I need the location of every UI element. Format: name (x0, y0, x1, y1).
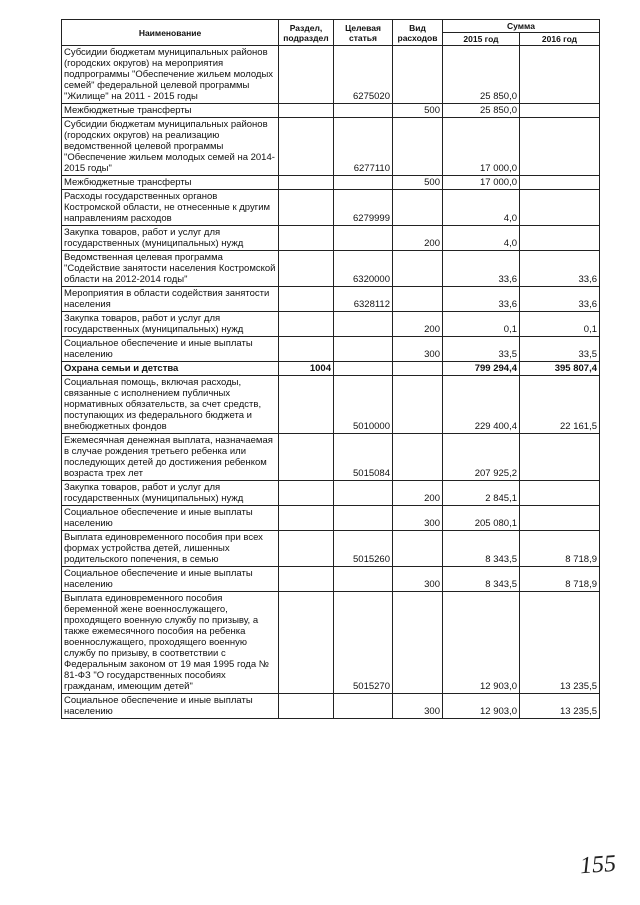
cell-target: 6279999 (334, 190, 393, 226)
cell-name: Субсидии бюджетам муниципальных районов (городских округов) на мероприятия подпрограммы "Обеспечение жильем молодых семей" федеральной целевой программы "Жилище" на 2011 - 2015 годы (62, 46, 279, 104)
cell-amount-2016 (520, 46, 600, 104)
cell-section (279, 694, 334, 719)
cell-kind: 300 (393, 506, 443, 531)
cell-amount-2016 (520, 434, 600, 481)
table-row (62, 118, 600, 176)
cell-amount-2016 (520, 481, 600, 506)
table-row (62, 312, 600, 337)
cell-name: Социальное обеспечение и иные выплаты населению (62, 694, 279, 719)
cell-kind: 200 (393, 312, 443, 337)
cell-target (334, 176, 393, 190)
cell-target (334, 506, 393, 531)
cell-section (279, 506, 334, 531)
table-row (62, 251, 600, 287)
cell-amount-2015: 0,1 (443, 312, 520, 337)
cell-kind (393, 46, 443, 104)
cell-section (279, 592, 334, 694)
cell-section (279, 226, 334, 251)
cell-amount-2015: 33,6 (443, 287, 520, 312)
cell-amount-2016: 13 235,5 (520, 694, 600, 719)
cell-name: Социальное обеспечение и иные выплаты населению (62, 337, 279, 362)
cell-amount-2016 (520, 190, 600, 226)
cell-name: Выплата единовременного пособия беременной жене военнослужащего, проходящего военную службу по призыву, а также ежемесячного пособия на ребенка военнослужащего, проходящего военную службу по призыву, в соответствии с Федеральным законом от 19 мая 1995 года № 81-ФЗ "О государственных пособиях гражданам, имеющим детей" (62, 592, 279, 694)
cell-section (279, 567, 334, 592)
cell-section (279, 190, 334, 226)
header-year-2016: 2016 год (520, 33, 600, 46)
cell-amount-2016 (520, 506, 600, 531)
cell-target (334, 362, 393, 376)
cell-kind (393, 434, 443, 481)
table-row (62, 694, 600, 719)
cell-kind: 300 (393, 567, 443, 592)
cell-kind (393, 287, 443, 312)
cell-kind: 500 (393, 104, 443, 118)
cell-name: Субсидии бюджетам муниципальных районов (городских округов) на реализацию ведомственной целевой программы "Обеспечение жильем молодых семей на 2014-2015 годы" (62, 118, 279, 176)
header-section: Раздел, подраздел (279, 20, 334, 46)
cell-section (279, 118, 334, 176)
cell-amount-2015: 8 343,5 (443, 567, 520, 592)
table-row (62, 481, 600, 506)
cell-amount-2015: 4,0 (443, 190, 520, 226)
table-row (62, 376, 600, 434)
cell-amount-2015: 12 903,0 (443, 592, 520, 694)
header-sum: Сумма (443, 20, 600, 33)
cell-name: Межбюджетные трансферты (62, 176, 279, 190)
cell-amount-2016 (520, 118, 600, 176)
cell-target: 5015084 (334, 434, 393, 481)
table-row (62, 226, 600, 251)
budget-table (61, 19, 600, 719)
cell-kind: 300 (393, 337, 443, 362)
cell-amount-2016 (520, 226, 600, 251)
cell-target: 6328112 (334, 287, 393, 312)
cell-name: Закупка товаров, работ и услуг для государственных (муниципальных) нужд (62, 312, 279, 337)
cell-amount-2015: 205 080,1 (443, 506, 520, 531)
table-row (62, 337, 600, 362)
cell-amount-2016: 8 718,9 (520, 567, 600, 592)
header-name: Наименование (62, 20, 279, 46)
cell-kind: 200 (393, 226, 443, 251)
table-row (62, 104, 600, 118)
table-row (62, 46, 600, 104)
cell-amount-2016: 0,1 (520, 312, 600, 337)
cell-name: Социальное обеспечение и иные выплаты населению (62, 567, 279, 592)
cell-kind: 500 (393, 176, 443, 190)
cell-target (334, 481, 393, 506)
table-row (62, 287, 600, 312)
cell-amount-2015: 33,6 (443, 251, 520, 287)
cell-section (279, 434, 334, 481)
cell-amount-2016: 13 235,5 (520, 592, 600, 694)
cell-kind (393, 592, 443, 694)
page-number: 155 (579, 850, 617, 880)
cell-section (279, 176, 334, 190)
cell-amount-2016: 8 718,9 (520, 531, 600, 567)
table-row (62, 592, 600, 694)
table-row (62, 434, 600, 481)
cell-amount-2015: 229 400,4 (443, 376, 520, 434)
cell-kind (393, 190, 443, 226)
cell-section (279, 46, 334, 104)
cell-name: Расходы государственных органов Костромской области, не отнесенные к другим направлениям расходов (62, 190, 279, 226)
cell-amount-2015: 33,5 (443, 337, 520, 362)
table-row (62, 362, 600, 376)
cell-amount-2015: 25 850,0 (443, 46, 520, 104)
cell-section (279, 531, 334, 567)
cell-section (279, 312, 334, 337)
cell-amount-2015: 12 903,0 (443, 694, 520, 719)
table-row (62, 190, 600, 226)
cell-target (334, 337, 393, 362)
cell-name: Социальная помощь, включая расходы, связанные с исполнением публичных нормативных обязательств, за счет средств, поступающих из федерального бюджета и внебюджетных фондов (62, 376, 279, 434)
cell-name: Межбюджетные трансферты (62, 104, 279, 118)
cell-target: 5015260 (334, 531, 393, 567)
table-row (62, 567, 600, 592)
cell-section (279, 376, 334, 434)
cell-target (334, 567, 393, 592)
cell-section (279, 287, 334, 312)
table-row (62, 531, 600, 567)
table-header (62, 20, 600, 46)
table-row (62, 506, 600, 531)
cell-kind (393, 118, 443, 176)
cell-amount-2015: 207 925,2 (443, 434, 520, 481)
cell-kind: 300 (393, 694, 443, 719)
cell-name: Ежемесячная денежная выплата, назначаемая в случае рождения третьего ребенка или последующих детей до достижения ребенком возраста трех лет (62, 434, 279, 481)
cell-amount-2016: 33,6 (520, 287, 600, 312)
cell-section: 1004 (279, 362, 334, 376)
cell-target (334, 694, 393, 719)
cell-name: Выплата единовременного пособия при всех формах устройства детей, лишенных родительского попечения, в семью (62, 531, 279, 567)
cell-name: Охрана семьи и детства (62, 362, 279, 376)
cell-amount-2015: 2 845,1 (443, 481, 520, 506)
cell-kind (393, 362, 443, 376)
cell-amount-2015: 799 294,4 (443, 362, 520, 376)
header-year-2015: 2015 год (443, 33, 520, 46)
cell-name: Закупка товаров, работ и услуг для государственных (муниципальных) нужд (62, 481, 279, 506)
cell-name: Ведомственная целевая программа "Содействие занятости населения Костромской области на 2012-2014 годы" (62, 251, 279, 287)
cell-target: 6275020 (334, 46, 393, 104)
cell-section (279, 481, 334, 506)
cell-amount-2016: 395 807,4 (520, 362, 600, 376)
cell-target: 6277110 (334, 118, 393, 176)
cell-amount-2016: 33,5 (520, 337, 600, 362)
cell-amount-2015: 25 850,0 (443, 104, 520, 118)
cell-name: Мероприятия в области содействия занятости населения (62, 287, 279, 312)
cell-target: 5015270 (334, 592, 393, 694)
cell-name: Закупка товаров, работ и услуг для государственных (муниципальных) нужд (62, 226, 279, 251)
cell-amount-2016 (520, 104, 600, 118)
cell-kind (393, 531, 443, 567)
cell-amount-2016: 22 161,5 (520, 376, 600, 434)
header-target: Целевая статья (334, 20, 393, 46)
cell-amount-2016: 33,6 (520, 251, 600, 287)
cell-section (279, 337, 334, 362)
cell-name: Социальное обеспечение и иные выплаты населению (62, 506, 279, 531)
table-body (62, 46, 600, 719)
cell-target (334, 312, 393, 337)
cell-amount-2015: 8 343,5 (443, 531, 520, 567)
cell-amount-2015: 17 000,0 (443, 176, 520, 190)
cell-kind (393, 251, 443, 287)
cell-target: 5010000 (334, 376, 393, 434)
table-row (62, 176, 600, 190)
cell-kind (393, 376, 443, 434)
cell-target (334, 226, 393, 251)
cell-kind: 200 (393, 481, 443, 506)
cell-target: 6320000 (334, 251, 393, 287)
cell-section (279, 104, 334, 118)
cell-target (334, 104, 393, 118)
cell-section (279, 251, 334, 287)
cell-amount-2015: 4,0 (443, 226, 520, 251)
cell-amount-2015: 17 000,0 (443, 118, 520, 176)
header-kind: Вид расходов (393, 20, 443, 46)
cell-amount-2016 (520, 176, 600, 190)
